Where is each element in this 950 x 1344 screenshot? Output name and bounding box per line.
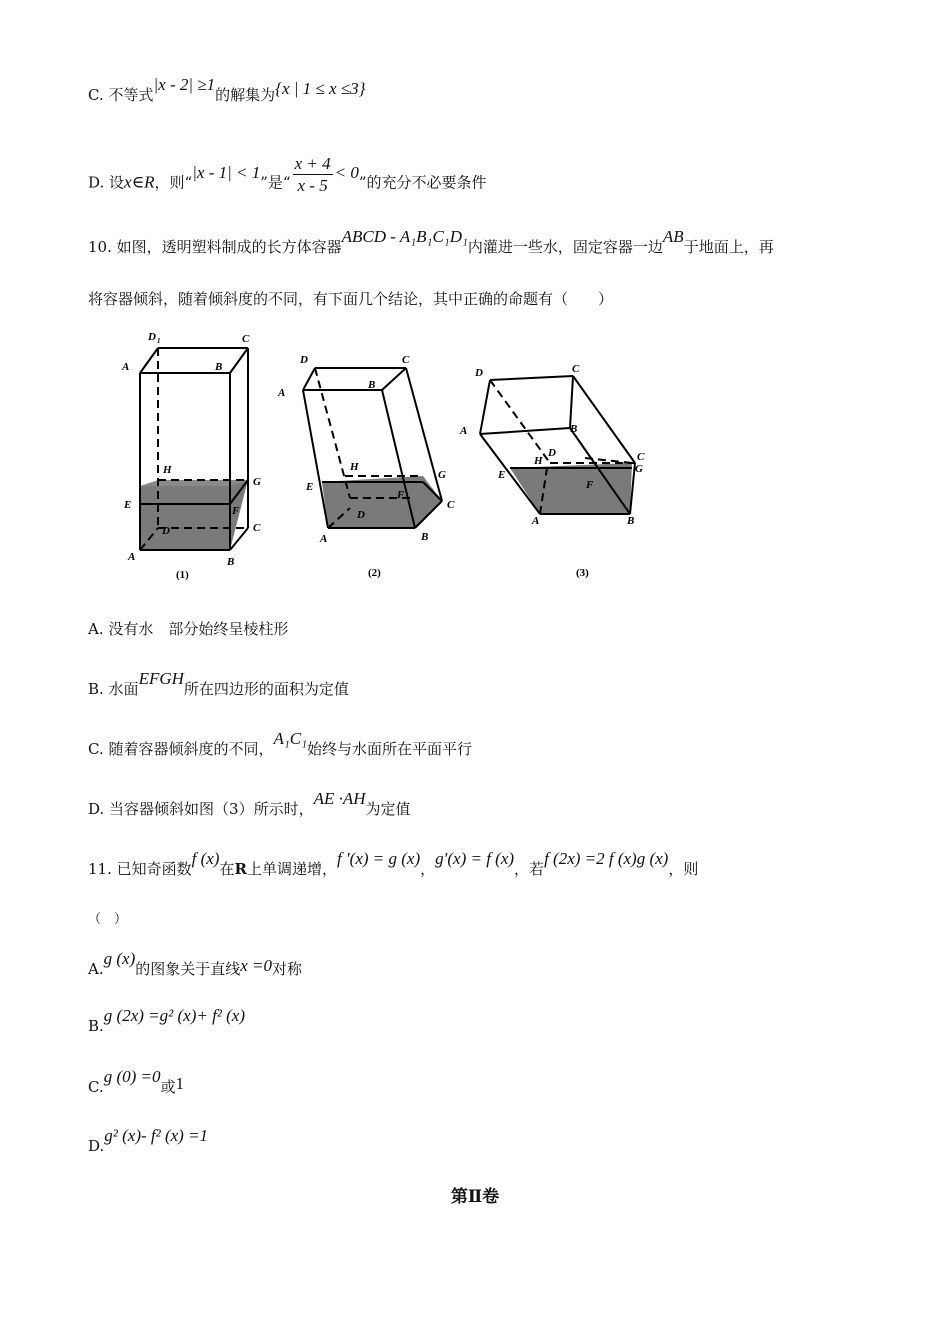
figure-2	[277, 354, 455, 579]
svg-text:F: F	[586, 479, 594, 491]
svg-text:(3): (3)	[576, 567, 589, 579]
svg-text:A: A	[460, 425, 468, 437]
q10-option-a: A. 没有水 部分始终呈棱柱形	[88, 620, 289, 638]
svg-text:B: B	[421, 531, 429, 543]
a1c1-math: A₁C₁	[273, 729, 308, 748]
edge-ab-math: AB	[662, 227, 684, 246]
x-in-r-math: x∈R	[124, 172, 155, 192]
svg-text:G: G	[635, 463, 643, 475]
svg-text:A: A	[128, 551, 136, 563]
svg-text:E: E	[498, 469, 506, 481]
svg-text:F: F	[232, 505, 240, 517]
svg-text:(2): (2)	[368, 567, 381, 579]
svg-text:C: C	[637, 451, 645, 463]
q10-stem-line2: 将容器倾斜，随着倾斜度的不同，有下面几个结论，其中正确的命题有（ ）	[88, 290, 614, 308]
svg-text:B: B	[215, 361, 223, 373]
svg-text:D: D	[148, 331, 156, 343]
solution-set-math: {x | 1 ≤ x ≤3}	[275, 79, 366, 98]
svg-text:E: E	[124, 499, 132, 511]
q10-option-d: D. 当容器倾斜如图（3）所示时，AE ·AH为定值	[88, 789, 411, 818]
q9-option-d: D. 设x∈R，则“|x - 1| < 1”是“ $\frac{x + 4}{x - 5}$ < 0”的充分不必要条件	[88, 154, 487, 195]
svg-text:C: C	[572, 363, 580, 375]
svg-text:A: A	[532, 515, 540, 527]
svg-text:G: G	[253, 476, 261, 488]
fraction-math: $\frac{x + 4}{x - 5}$	[294, 154, 331, 195]
svg-text:E: E	[306, 481, 314, 493]
abs-condition-math: |x - 1| < 1	[192, 162, 261, 182]
figure-1	[121, 331, 261, 581]
svg-text:H: H	[163, 464, 172, 476]
svg-text:H: H	[350, 461, 359, 473]
q11-stem-line1: 11. 已知奇函数f (x)在R上单调递增，f ′(x) = g (x)，g′(x) = f (x)，若f (2x) =2 f (x)g (x)，则	[88, 849, 699, 878]
inequality-math: |x - 2| ≥1	[153, 75, 216, 94]
q9-option-c: C. 不等式|x - 2| ≥1的解集为{x | 1 ≤ x ≤3}	[88, 75, 366, 104]
q11-option-d: D.g² (x)- f² (x) =1	[88, 1126, 209, 1155]
figure-3	[459, 363, 645, 579]
section-title: 第Ⅱ卷	[450, 1187, 500, 1207]
svg-text:C: C	[253, 522, 261, 534]
q11-option-b: B.g (2x) =g² (x)+ f² (x)	[88, 1006, 246, 1035]
q11-stem-paren: （ ）	[88, 912, 128, 927]
efgh-math: EFGH	[138, 669, 184, 688]
svg-text:B: B	[570, 423, 578, 435]
svg-text:C: C	[402, 354, 410, 366]
ae-ah-math: AE ·AH	[313, 789, 366, 808]
svg-text:B: B	[627, 515, 635, 527]
svg-text:H: H	[534, 455, 543, 467]
svg-text:B: B	[368, 379, 376, 391]
svg-text:D: D	[475, 367, 483, 379]
svg-text:A: A	[278, 387, 286, 399]
container-figures	[110, 318, 670, 588]
svg-text:G: G	[438, 469, 446, 481]
cuboid-name-math: ABCD - A₁B₁C₁D₁	[341, 227, 468, 246]
svg-text:C: C	[242, 333, 250, 345]
svg-text:D: D	[162, 525, 170, 537]
svg-text:A: A	[320, 533, 328, 545]
svg-text:C: C	[447, 499, 455, 511]
q11-option-c: C.g (0) =0或1	[88, 1067, 185, 1096]
svg-text:F: F	[397, 489, 405, 501]
svg-text:A: A	[122, 361, 130, 373]
svg-text:(1): (1)	[176, 569, 189, 581]
water-region-3	[510, 463, 632, 514]
svg-text:B: B	[227, 556, 235, 568]
svg-text:D: D	[300, 354, 308, 366]
q11-option-a: A.g (x)的图象关于直线x =0对称	[88, 949, 303, 978]
svg-text:D: D	[548, 447, 556, 459]
q10-option-b: B. 水面EFGH所在四边形的面积为定值	[88, 669, 349, 698]
q10-option-c: C. 随着容器倾斜度的不同，A₁C₁始终与水面所在平面平行	[88, 729, 473, 758]
svg-text:D: D	[357, 509, 365, 521]
svg-text:1: 1	[157, 337, 161, 345]
q10-stem-line1: 10. 如图，透明塑料制成的长方体容器ABCD - A₁B₁C₁D₁内灌进一些水，固定容器一边AB于地面上，再	[88, 227, 774, 256]
